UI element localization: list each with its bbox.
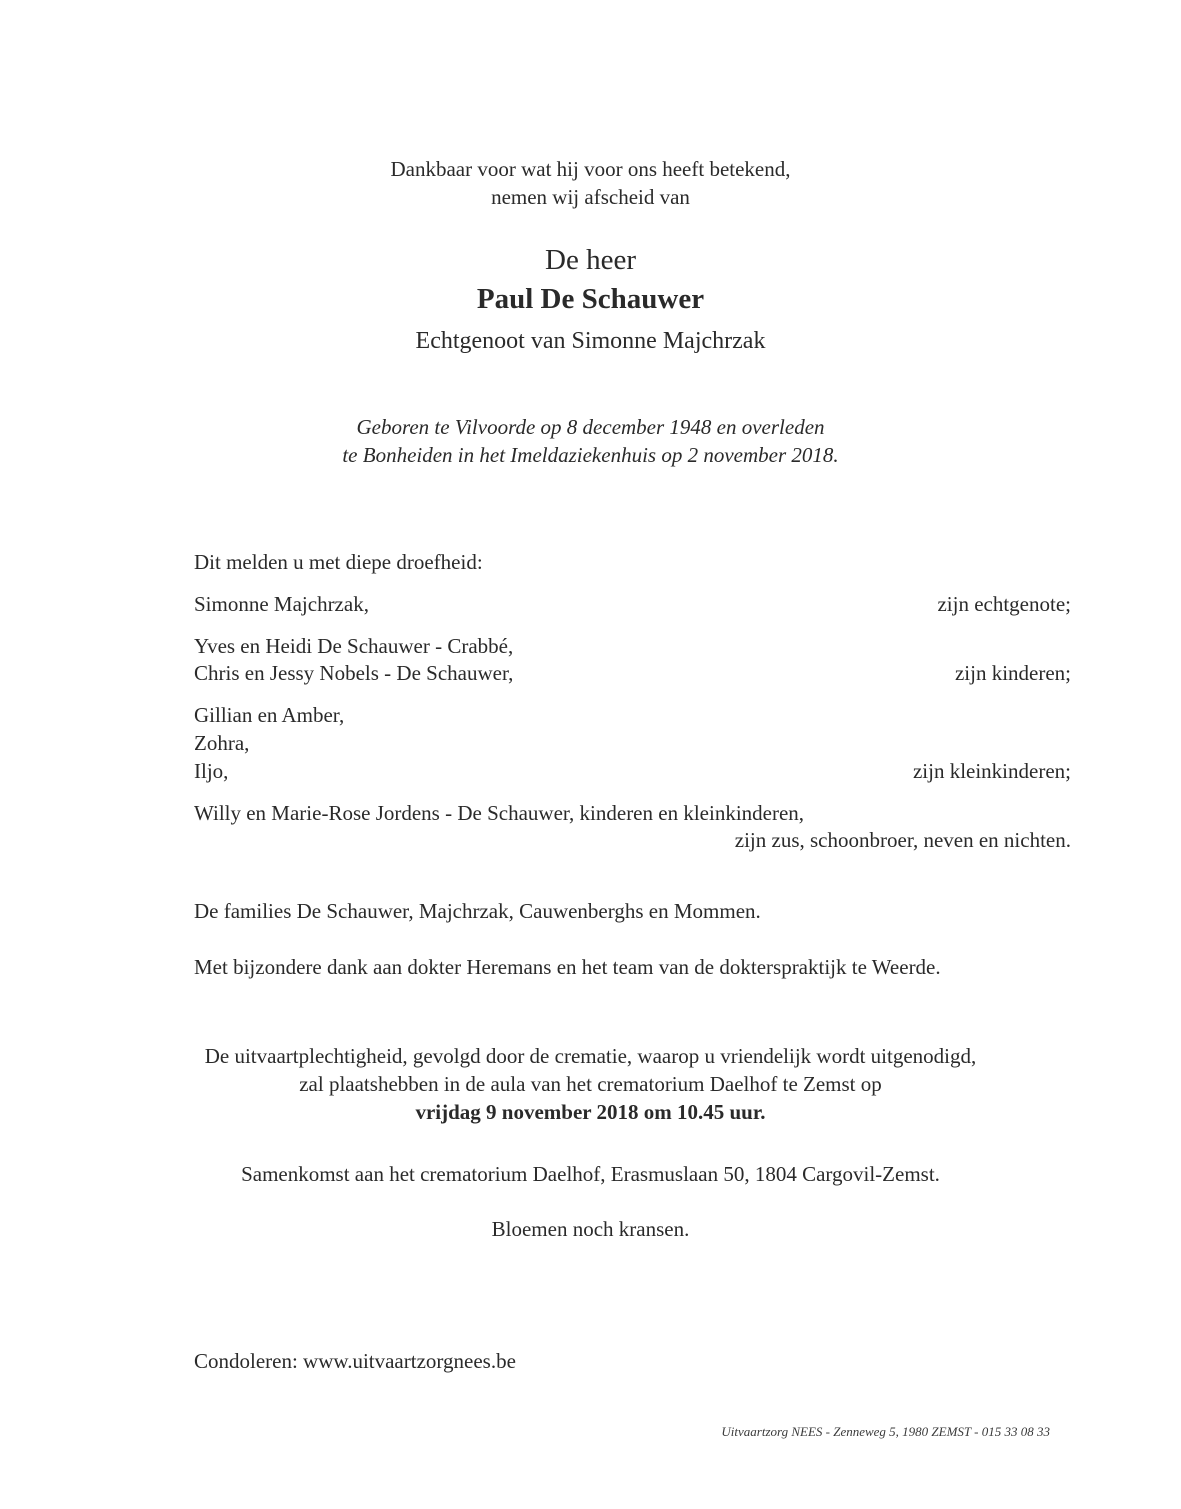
group-2-name-1: Yves en Heidi De Schauwer - Crabbé, <box>194 634 514 658</box>
group-4-name-1: Willy en Marie-Rose Jordens - De Schauwer, kinderen en kleinkinderen, <box>194 801 805 825</box>
funeral-home-footer: Uitvaartzorg NEES - Zenneweg 5, 1980 ZEMST - 015 33 08 33 <box>721 1424 1050 1439</box>
condolence-line: Condoleren: www.uitvaartzorgnees.be <box>194 1349 516 1373</box>
intro-line-1: Dankbaar voor wat hij voor ons heeft betekend, <box>390 157 791 181</box>
flowers-line: Bloemen noch kransen. <box>491 1217 690 1241</box>
group-3-relation: zijn kleinkinderen; <box>912 759 1071 783</box>
spouse-line: Echtgenoot van Simonne Majchrzak <box>415 328 766 354</box>
intro-line-2: nemen wij afscheid van <box>491 185 690 209</box>
group-4-relation: zijn zus, schoonbroer, neven en nichten. <box>734 828 1071 852</box>
group-1-relation: zijn echtgenote; <box>937 592 1071 616</box>
group-3-name-1: Gillian en Amber, <box>194 703 345 727</box>
birth-death-line-2: te Bonheiden in het Imeldaziekenhuis op 2 november 2018. <box>342 443 839 467</box>
ceremony-line-1: De uitvaartplechtigheid, gevolgd door de crematie, waarop u vriendelijk wordt uitgenodigd, <box>204 1044 977 1068</box>
group-2-relation: zijn kinderen; <box>954 661 1071 685</box>
ceremony-text <box>0 1042 1181 1126</box>
group-3-name-3: Iljo, <box>194 759 229 783</box>
intro-text <box>0 155 1181 211</box>
ceremony-line-2: zal plaatshebben in de aula van het crematorium Daelhof te Zemst op <box>299 1072 882 1096</box>
group-1-name-1: Simonne Majchrzak, <box>194 592 369 616</box>
group-2-name-2: Chris en Jessy Nobels - De Schauwer, <box>194 661 514 685</box>
deceased-title: De heer <box>545 244 636 276</box>
families-line: De families De Schauwer, Majchrzak, Cauwenberghs en Mommen. <box>194 899 761 923</box>
announcement-heading: Dit melden u met diepe droefheid: <box>194 550 483 574</box>
birth-death-text <box>0 413 1181 469</box>
ceremony-date: vrijdag 9 november 2018 om 10.45 uur. <box>415 1100 766 1124</box>
birth-death-line-1: Geboren te Vilvoorde op 8 december 1948 en overleden <box>356 415 825 439</box>
thanks-line: Met bijzondere dank aan dokter Heremans en het team van de dokterspraktijk te Weerde. <box>194 955 941 979</box>
gathering-line: Samenkomst aan het crematorium Daelhof, Erasmuslaan 50, 1804 Cargovil-Zemst. <box>241 1162 940 1186</box>
group-3-name-2: Zohra, <box>194 731 250 755</box>
deceased-name: Paul De Schauwer <box>476 283 705 315</box>
